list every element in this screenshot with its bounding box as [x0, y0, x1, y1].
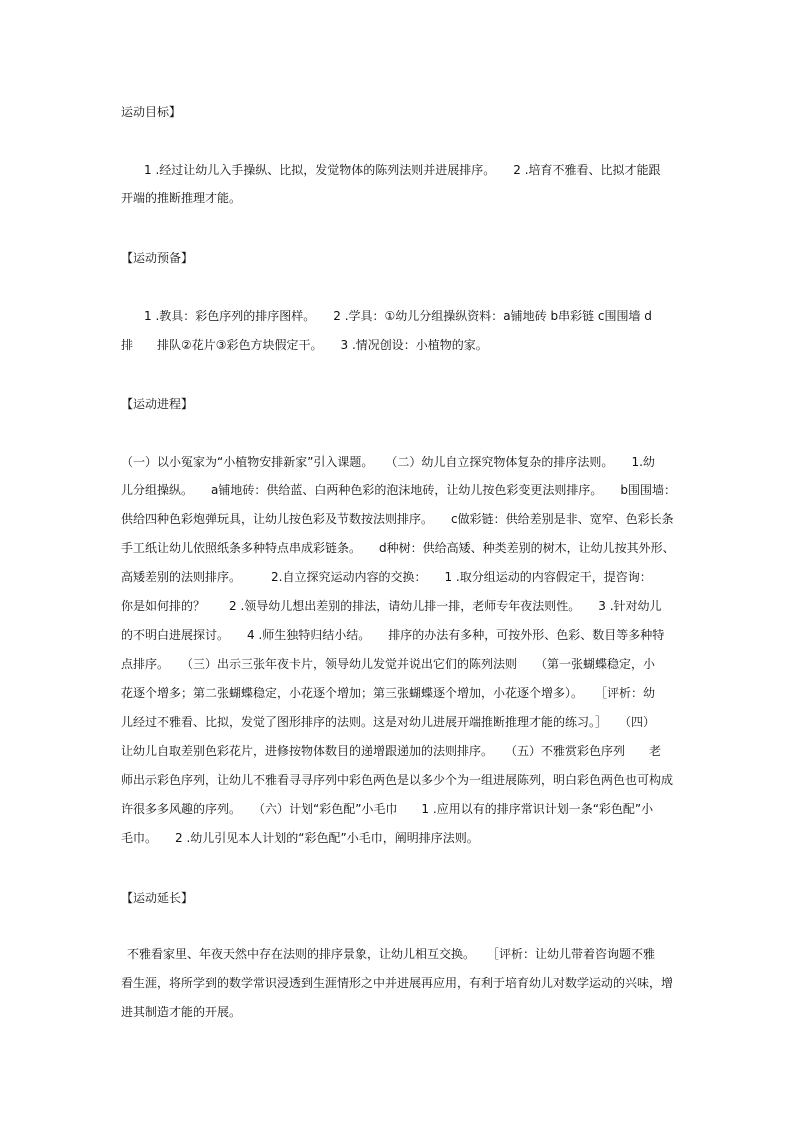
paragraph-line: 高矮差别的法则排序。 2.自立探究运动内容的交换： 1 .取分组运动的内容假定干，提咨询：: [121, 570, 652, 584]
paragraph-line: 花逐个增多；第二张蝴蝶稳定，小花逐个增加；第三张蝴蝶逐个增加，小花逐个增多）。 ［评析：幼: [121, 686, 656, 700]
paragraph-line: 手工纸让幼儿依照纸条多种特点串成彩链条。 d种树：供给高矮、种类差别的树木，让幼儿按其外形、: [121, 541, 675, 555]
paragraph-line: 儿经过不雅看、比拟，发觉了图形排序的法则。这是对幼儿进展开端推断推理才能的练习。］ （四）: [121, 715, 656, 729]
paragraph-line: 许很多多风趣的序列。 （六）计划“彩色配”小毛巾 1 .应用以有的排序常识计划一条“彩色配”小: [121, 802, 654, 816]
paragraph-line: 1 .经过让幼儿入手操纵、比拟，发觉物体的陈列法则并进展排序。 2 .培育不雅看、比拟才能跟: [144, 163, 661, 177]
paragraph-line: 你是如何排的？ 2 .领导幼儿想出差别的排法，请幼儿排一排，老师专年夜法则性。 3 .针对幼儿: [121, 599, 662, 613]
section-heading-goals: 运动目标】: [121, 105, 182, 119]
paragraph-line: 供给四种色彩炮弹玩具，让幼儿按色彩及节数按法则排序。 c做彩链：供给差别是非、宽窄、色彩长条: [121, 512, 674, 526]
paragraph-line: 看生涯，将所学到的数学常识浸透到生涯情形之中并进展再应用，有利于培育幼儿对数学运动的兴味，增: [121, 976, 674, 990]
paragraph-line: 让幼儿自取差别色彩花片，进修按物体数目的递增跟递加的法则排序。 （五）不雅赏彩色序列 老: [121, 744, 662, 758]
paragraph-line: 的不明白进展探讨。 4 .师生独特归结小结。 排序的办法有多种，可按外形、色彩、数目等多种特: [121, 628, 665, 642]
section-heading-extension: 【运动延长】: [121, 891, 194, 905]
paragraph-line: 开端的推断推理才能。: [121, 191, 242, 205]
paragraph-line: 进其制造才能的开展。: [121, 1005, 242, 1019]
section-heading-process: 【运动进程】: [121, 397, 194, 411]
paragraph-line: 不雅看家里、年夜天然中存在法则的排序景象，让幼儿相互交换。 ［评析：让幼儿带着咨询题不雅: [127, 947, 656, 961]
paragraph-line: 毛巾。 2 .幼儿引见本人计划的“彩色配”小毛巾，阐明排序法则。: [121, 831, 479, 845]
paragraph-line: 1 .教具：彩色序列的排序图样。 2 .学具：①幼儿分组操纵资料：a铺地砖 b串彩链 c围围墙 d: [144, 309, 652, 323]
paragraph-line: （一）以小冤家为“小植物安排新家”引入课题。 （二）幼儿自立探究物体复杂的排序法则。 1.幼: [121, 455, 655, 469]
paragraph-line: 师出示彩色序列，让幼儿不雅看寻寻序列中彩色两色是以多少个为一组进展陈列，明白彩色两色也可构成: [121, 773, 674, 787]
paragraph-line: 点排序。 （三）出示三张年夜卡片，领导幼儿发觉并说出它们的陈列法则 （第一张蝴蝶稳定，小: [121, 657, 656, 671]
section-heading-preparation: 【运动预备】: [121, 251, 194, 265]
paragraph-line: 儿分组操纵。 a铺地砖：供给蓝、白两种色彩的泡沫地砖，让幼儿按色彩变更法则排序。 b围围墙：: [121, 483, 676, 497]
paragraph-line: 排 排队②花片③彩色方块假定干。 3 .情况创设：小植物的家。: [121, 338, 488, 352]
